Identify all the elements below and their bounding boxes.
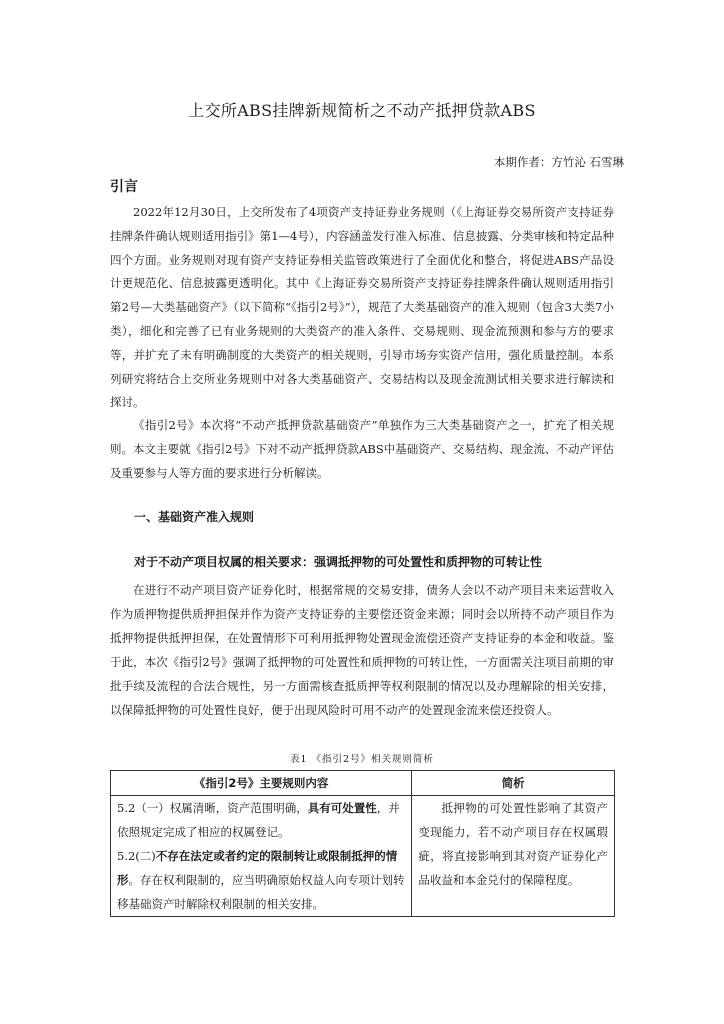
intro-heading: 引言	[110, 179, 138, 195]
intro-paragraph-2: 《指引2号》本次将“不动产抵押贷款基础资产”单独作为三大类基础资产之一，扩充了相关规则。本文主要就《指引2号》下对不动产抵押贷款ABS中基础资产、交易结构、现金流、不动产评估及重要参与人等方面的要求进行分析解读。	[110, 418, 614, 480]
rule-cell	[111, 796, 412, 917]
table-header-row	[111, 771, 615, 796]
section-subheading: 对于不动产项目权属的相关要求：强调抵押物的可处置性和质押物的可转让性	[134, 555, 543, 569]
author-line: 本期作者：方竹沁 石雪琳	[493, 155, 624, 169]
page-title: 上交所ABS挂牌新规简析之不动产抵押贷款ABS	[188, 101, 536, 120]
table-header-rule: 《指引2号》主要规则内容	[111, 771, 412, 796]
table-header-summary: 简析	[412, 771, 615, 796]
rule-item-2-emphasis: 不存在法定或者约定的限制转让或限制抵押的情形	[117, 849, 398, 887]
rules-table	[110, 770, 615, 917]
rule-item-2: 5.2(二)不存在法定或者约定的限制转让或限制抵押的情形。存在权利限制的，应当明确原始权益人向专项计划转移基础资产时解除权利限制的相关安排。	[117, 849, 405, 911]
table-row	[111, 796, 615, 917]
section-heading: 一、基础资产准入规则	[134, 510, 255, 524]
rule-item-1: 5.2（一）权属清晰，资产范围明确，具有可处置性，并依照规定完成了相应的权属登记。	[117, 801, 400, 839]
section-paragraph: 在进行不动产项目资产证券化时，根据常规的交易安排，债务人会以不动产项目未来运营收入作为质押物提供质押担保并作为资产支持证券的主要偿还资金来源；同时会以所持不动产项目作为抵押物提供抵押担保，在处置情形下可利用抵押物处置现金流偿还资产支持证券的本金和收益。鉴于此，本次《指引2号》强调了抵押物的可处置性和质押物的可转让性，一方面需关注项目前期的审批手续及流程的合法合规性，另一方面需核查抵质押等权利限制的情况以及办理解除的相关安排，以保障抵押物的可处置性良好，便于出现风险时可用不动产的处置现金流来偿还投资人。	[110, 583, 614, 717]
summary-cell: 抵押物的可处置性影响了其资产变现能力，若不动产项目存在权属瑕疵，将直接影响到其对资产证券化产品收益和本金兑付的保障程度。	[412, 796, 615, 917]
rule-item-1-emphasis: 具有可处置性	[307, 801, 377, 815]
table-caption: 表1 《指引2号》相关规则简析	[289, 754, 435, 765]
intro-paragraph-1: 2022年12月30日，上交所发布了4项资产支持证券业务规则（《上海证券交易所资产支持证券挂牌条件确认规则适用指引》第1—4号），内容涵盖发行准入标准、信息披露、分类审核和特定品种四个方面。业务规则对现有资产支持证券相关监管政策进行了全面优化和整合，将促进ABS产品设计更规范化、信息披露更透明化。其中《上海证券交易所资产支持证券挂牌条件确认规则适用指引第2号—大类基础资产》（以下简称“《指引2号》”），规范了大类基础资产的准入规则（包含3大类7小类），细化和完善了已有业务规则的大类资产的准入条件、交易规则、现金流预测和参与方的要求等，并扩充了未有明确制度的大类资产的相关规则，引导市场夯实资产信用，强化质量控制。本系列研究将结合上交所业务规则中对各大类基础资产、交易结构以及现金流测试相关要求进行解读和探讨。	[110, 205, 614, 410]
